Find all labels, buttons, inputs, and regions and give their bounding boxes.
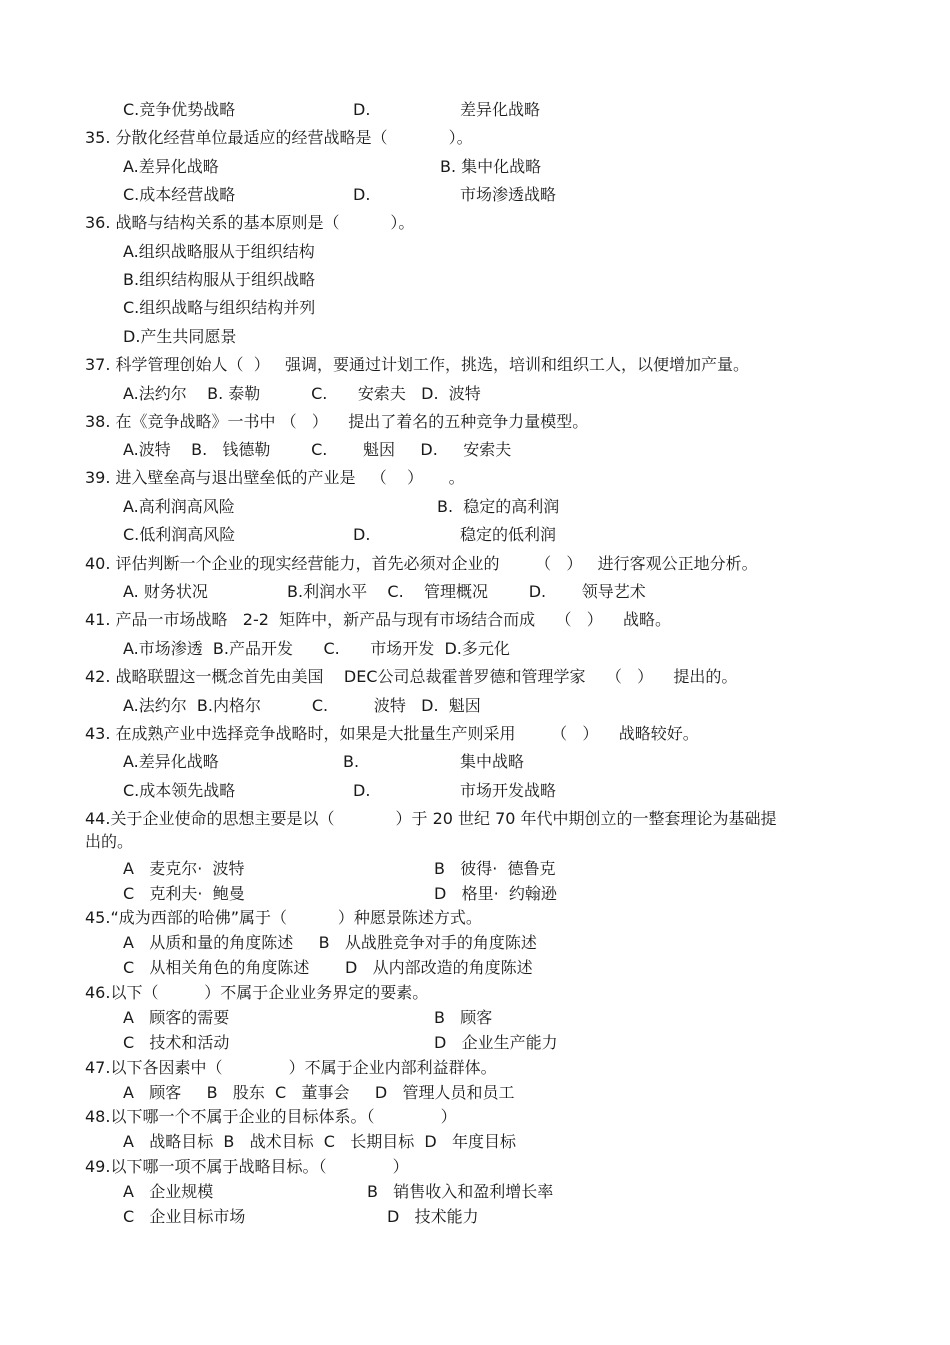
options-47: A 顾客 B 股东 C 董事会 D 管理人员和员工 xyxy=(123,1083,515,1102)
options-38: A.波特 B. 钱德勒 C. 魁因 D. 安索夫 xyxy=(123,440,512,459)
option-d: D 企业生产能力 xyxy=(434,1033,558,1052)
option-c: C 企业目标市场 xyxy=(123,1207,246,1226)
option-c: C.低利润高风险 xyxy=(123,525,236,544)
options-48: A 战略目标 B 战术目标 C 长期目标 D 年度目标 xyxy=(123,1132,516,1151)
option-a: A 顾客的需要 xyxy=(123,1008,230,1027)
option-d-text: 市场渗透战略 xyxy=(460,185,557,204)
option-b: B. 集中化战略 xyxy=(440,157,542,176)
option-a: A.组织战略服从于组织结构 xyxy=(123,242,315,261)
question-39: 39. 进入壁垒高与退出壁垒低的产业是 （ ） 。 xyxy=(85,468,465,487)
option-b: B.组织结构服从于组织战略 xyxy=(123,270,316,289)
question-49: 49.以下哪一项不属于战略目标。（ ） xyxy=(85,1157,409,1176)
question-43: 43. 在成熟产业中选择竞争战略时，如果是大批量生产则采用 （ ） 战略较好。 xyxy=(85,724,699,743)
option-d-letter: D. xyxy=(353,100,371,119)
option-d-letter: D. xyxy=(353,781,371,800)
question-46: 46.以下（ ）不属于企业业务界定的要素。 xyxy=(85,983,429,1002)
option-b-text: 集中战略 xyxy=(460,752,525,771)
option-d: D 格里· 约翰逊 xyxy=(434,884,557,903)
option-a: A.差异化战略 xyxy=(123,752,219,771)
question-47: 47.以下各因素中（ ）不属于企业内部利益群体。 xyxy=(85,1058,497,1077)
question-40: 40. 评估判断一个企业的现实经营能力，首先必须对企业的 （ ） 进行客观公正地分析。 xyxy=(85,554,758,573)
options-45-cd: C 从相关角色的角度陈述 D 从内部改造的角度陈述 xyxy=(123,958,533,977)
option-c: C.组织战略与组织结构并列 xyxy=(123,298,316,317)
option-c: C.竞争优势战略 xyxy=(123,100,236,119)
option-b: B 销售收入和盈利增长率 xyxy=(367,1182,554,1201)
option-a: A.高利润高风险 xyxy=(123,497,235,516)
option-d-letter: D. xyxy=(353,525,371,544)
option-b-letter: B. xyxy=(343,752,360,771)
option-b: B 彼得· 德鲁克 xyxy=(434,859,556,878)
options-45-ab: A 从质和量的角度陈述 B 从战胜竞争对手的角度陈述 xyxy=(123,933,537,952)
question-37: 37. 科学管理创始人（ ） 强调，要通过计划工作，挑选，培训和组织工人，以便增加产量。 xyxy=(85,355,749,374)
option-d-text: 稳定的低利润 xyxy=(460,525,557,544)
option-d-text: 差异化战略 xyxy=(460,100,541,119)
option-a: A. 财务状况 xyxy=(123,582,208,601)
options-41: A.市场渗透 B.产品开发 C. 市场开发 D.多元化 xyxy=(123,639,510,658)
question-36: 36. 战略与结构关系的基本原则是（ ）。 xyxy=(85,213,415,232)
question-48: 48.以下哪一个不属于企业的目标体系。（ ） xyxy=(85,1107,457,1126)
question-44: 44.关于企业使命的思想主要是以（ ）于 20 世纪 70 年代中期创立的一整套理论为基础提 xyxy=(85,809,777,828)
option-c: C.成本领先战略 xyxy=(123,781,236,800)
option-b: B. 稳定的高利润 xyxy=(437,497,560,516)
option-a: A 麦克尔· 波特 xyxy=(123,859,245,878)
option-c: C 技术和活动 xyxy=(123,1033,230,1052)
question-42: 42. 战略联盟这一概念首先由美国 DEC公司总裁霍普罗德和管理学家 （ ） 提出的。 xyxy=(85,667,738,686)
options-40-bcd: B.利润水平 C. 管理概况 D. 领导艺术 xyxy=(287,582,646,601)
option-c: C 克利夫· 鲍曼 xyxy=(123,884,245,903)
option-d: D.产生共同愿景 xyxy=(123,327,237,346)
question-41: 41. 产品一市场战略 2-2 矩阵中，新产品与现有市场结合而成 （ ） 战略。 xyxy=(85,610,672,629)
options-42: A.法约尔 B.内格尔 C. 波特 D. 魁因 xyxy=(123,696,481,715)
option-d-letter: D. xyxy=(353,185,371,204)
option-d-text: 市场开发战略 xyxy=(460,781,557,800)
option-d: D 技术能力 xyxy=(387,1207,479,1226)
question-38: 38. 在《竞争战略》一书中 （ ） 提出了着名的五种竞争力量模型。 xyxy=(85,412,589,431)
options-37: A.法约尔 B. 泰勒 C. 安索夫 D. 波特 xyxy=(123,384,481,403)
question-45: 45.“成为西部的哈佛”属于（ ）种愿景陈述方式。 xyxy=(85,908,482,927)
option-a: A.差异化战略 xyxy=(123,157,219,176)
option-c: C.成本经营战略 xyxy=(123,185,236,204)
question-44-continued: 出的。 xyxy=(85,832,134,851)
option-b: B 顾客 xyxy=(434,1008,493,1027)
option-a: A 企业规模 xyxy=(123,1182,214,1201)
question-35: 35. 分散化经营单位最适应的经营战略是（ ）。 xyxy=(85,128,473,147)
